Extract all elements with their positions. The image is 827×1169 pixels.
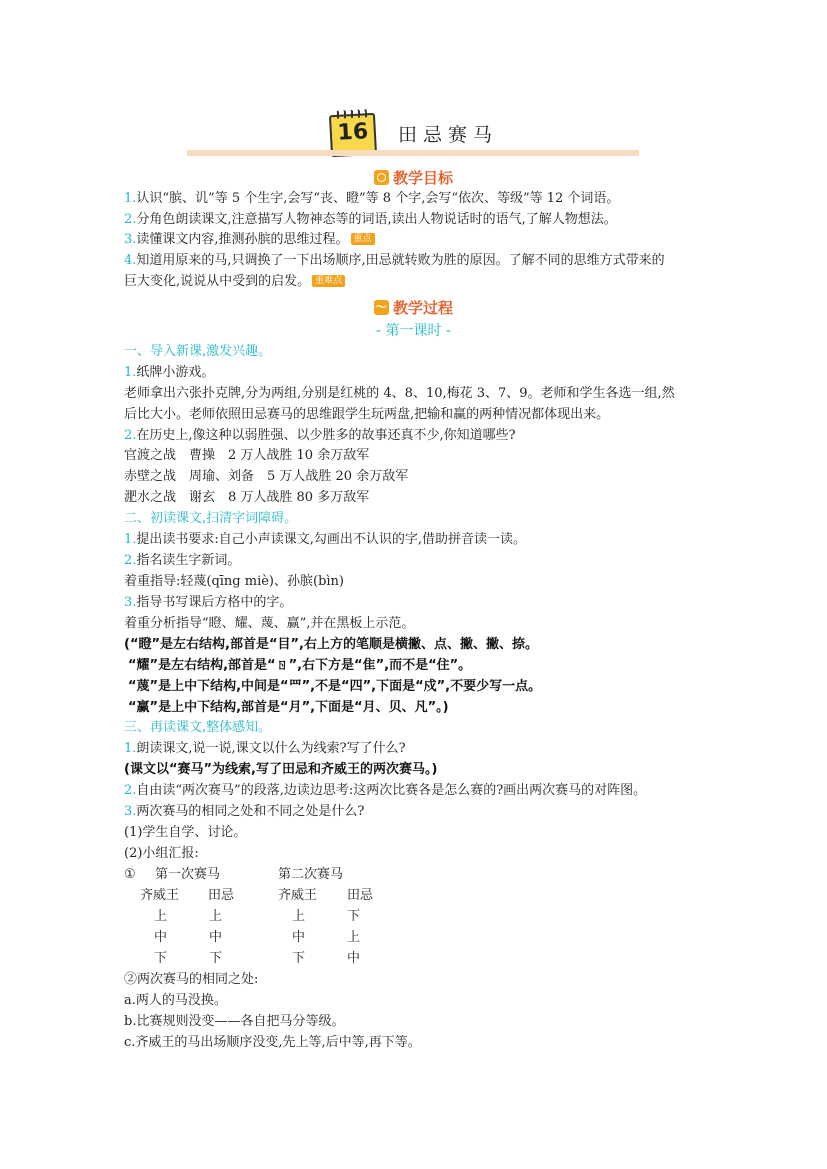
step-title: 一、导入新课,激发兴趣。 [124, 344, 272, 359]
table-header: 齐威王 [140, 888, 180, 903]
paragraph: ②两次赛马的相同之处: [124, 972, 259, 987]
list-item: b.比赛规则没变——各自把马分等级。 [124, 1014, 345, 1029]
goals-heading: 教学目标 [0, 167, 827, 188]
target-icon [374, 170, 389, 185]
battle-row: 淝水之战 谢玄 8 万人战胜 80 多万敌军 [124, 490, 370, 505]
step-title: 二、初读课文,扫清字词障碍。 [124, 511, 298, 526]
header-divider [187, 150, 639, 156]
process-icon [374, 300, 389, 315]
answer-line: (课文以“赛马”为线索,写了田忌和齐威王的两次赛马。) [124, 762, 438, 777]
paragraph: (1)学生自学、讨论。 [124, 825, 247, 840]
key-point-tag: 重点 [351, 233, 375, 245]
list-item: 2.指名读生字新词。 [124, 553, 241, 568]
battle-row: 赤壁之战 周瑜、刘备 5 万人战胜 20 余万敌军 [124, 469, 409, 484]
list-item: 1.纸牌小游戏。 [124, 365, 215, 380]
list-item: 2.自由读“两次赛马”的段落,边读边思考:这两次比赛各是怎么赛的?画出两次赛马的对阵图。 [124, 783, 647, 798]
table-cell: 上 [292, 909, 306, 924]
list-item: 1.朗读课文,说一说,课文以什么为线索?写了什么? [124, 741, 406, 756]
lesson-title: 田忌赛马 [398, 124, 499, 146]
answer-line: (“瞪”是左右结构,部首是“目”,右上方的笔顺是横撇、点、撇、撇、捺。 [124, 637, 538, 652]
goal-item: 4.知道用原来的马,只调换了一下出场顺序,田忌就转败为胜的原因。了解不同的思维方式带来的 [124, 253, 665, 268]
table-cell: 中 [154, 930, 168, 945]
list-item: 2.在历史上,像这种以弱胜强、以少胜多的故事还真不少,你知道哪些? [124, 428, 516, 443]
list-item: a.两人的马没换。 [124, 993, 227, 1008]
goal-item: 1.认识“膑、讥”等 5 个生字,会写“丧、瞪”等 8 个字,会写“依次、等级”等 12 个词语。 [124, 191, 620, 206]
paragraph: 着重分析指导“瞪、耀、蔑、赢”,并在黑板上示范。 [124, 616, 415, 631]
difficulty-tag: 重难点 [312, 275, 345, 287]
paragraph: (2)小组汇报: [124, 846, 199, 861]
table-cell: 上 [347, 930, 361, 945]
list-item: 3.两次赛马的相同之处和不同之处是什么? [124, 804, 365, 819]
paragraph: 着重指导:轻蔑(qīng miè)、孙膑(bìn) [124, 574, 345, 589]
goal-item: 2.分角色朗读课文,注意描写人物神态等的词语,读出人物说话时的语气,了解人物想法。 [124, 212, 617, 227]
round-label: 第一次赛马 [155, 867, 221, 882]
table-cell: 下 [292, 951, 306, 966]
table-cell: 上 [209, 909, 223, 924]
table-cell: 上 [154, 909, 168, 924]
table-header: 齐威王 [278, 888, 318, 903]
table-cell: 下 [347, 909, 361, 924]
step-title: 三、再读课文,整体感知。 [124, 720, 272, 735]
paragraph: 老师拿出六张扑克牌,分为两组,分别是红桃的 4、8、10,梅花 3、7、9。老师和学生各选一组,然 [124, 386, 675, 401]
answer-line: “赢”是上中下结构,部首是“月”,下面是“月、贝、凡”。) [128, 700, 449, 715]
period-label: - 第一课时 - [375, 323, 451, 339]
table-cell: 下 [154, 951, 168, 966]
list-item: c.齐威王的马出场顺序没变,先上等,后中等,再下等。 [124, 1035, 421, 1050]
list-item: 1.提出读书要求:自己小声读课文,勾画出不认识的字,借助拼音读一读。 [124, 532, 527, 547]
paragraph: 后比大小。老师依照田忌赛马的思维跟学生玩两盘,把输和赢的两种情况都体现出来。 [124, 407, 610, 422]
table-cell: 中 [209, 930, 223, 945]
goal-item: 3.读懂课文内容,推测孙膑的思维过程。 重点 [124, 231, 375, 249]
round-label: 第二次赛马 [278, 867, 344, 882]
table-marker: ① [124, 867, 136, 882]
table-cell: 中 [347, 951, 361, 966]
answer-line: “耀”是左右结构,部首是“ㄖ”,右下方是“隹”,而不是“住”。 [128, 658, 472, 673]
table-header: 田忌 [347, 888, 374, 903]
list-item: 3.指导书写课后方格中的字。 [124, 595, 293, 610]
process-heading: 〜教学过程 [0, 297, 827, 318]
table-cell: 中 [292, 930, 306, 945]
table-header: 田忌 [208, 888, 235, 903]
answer-line: “蔑”是上中下结构,中间是“罒”,不是“四”,下面是“戍”,不要少写一点。 [128, 679, 542, 694]
goal-item-cont: 巨大变化,说说从中受到的启发。 重难点 [124, 273, 345, 291]
battle-row: 官渡之战 曹操 2 万人战胜 10 余万敌军 [124, 448, 370, 463]
lesson-number: 16 [336, 119, 369, 146]
table-cell: 下 [209, 951, 223, 966]
